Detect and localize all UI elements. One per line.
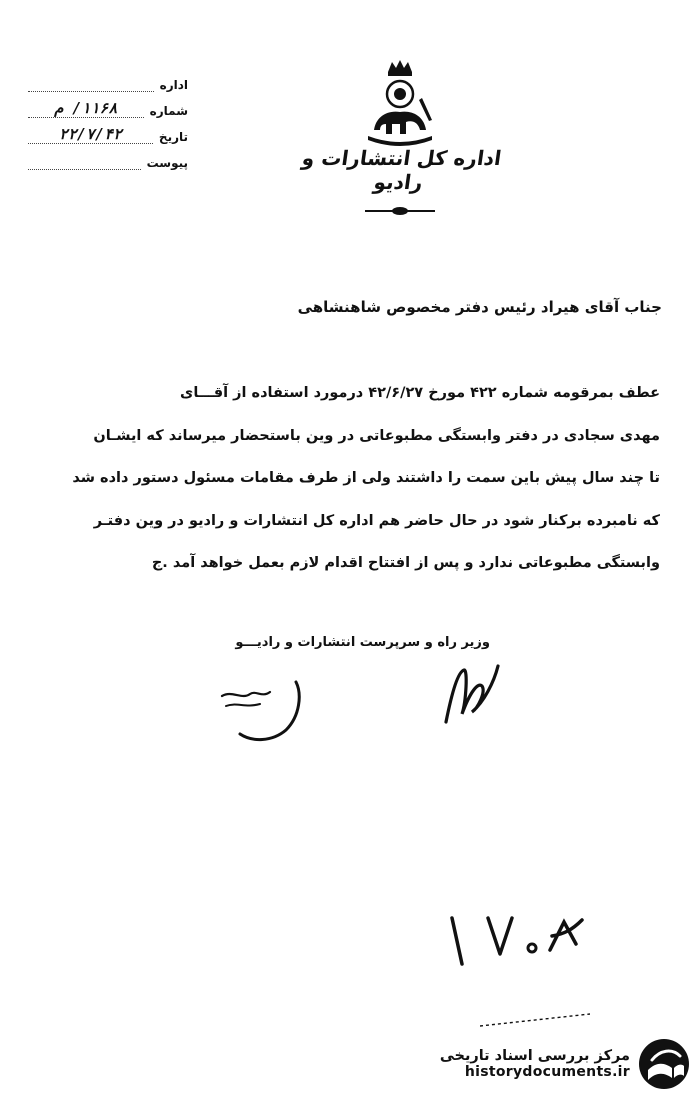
meta-value: ۱۱۶۸/ م	[28, 99, 144, 118]
watermark-url: historydocuments.ir	[464, 1064, 630, 1080]
body-line: وابستگی مطبوعاتی ندارد و پس از افتتاح اقدام لازم بعمل خواهد آمد .ج	[151, 555, 660, 571]
letter-meta	[28, 66, 188, 170]
body-line: مهدی سجادی در دفتر وابستگی مطبوعاتی در وین باستحضار میرساند که ایشـان	[93, 427, 660, 444]
meta-row-number	[28, 92, 188, 118]
body-line: عطف بمرقومه شماره ۴۲۲ مورخ ۴۲/۶/۲۷ درمورد استفاده از آقـــای	[180, 385, 660, 401]
decorative-dashes	[480, 1010, 590, 1030]
meta-label: شماره	[149, 104, 188, 118]
signatory-title: وزیر راه و سرپرست انتشارات و رادیـــو	[235, 635, 490, 650]
watermark-text	[440, 1048, 630, 1080]
meta-value	[28, 153, 141, 170]
office-title: اداره کل انتشارات و رادیو	[300, 146, 503, 194]
meta-row-attachment	[28, 144, 188, 170]
meta-label: اداره	[159, 78, 188, 92]
handwritten-signature	[438, 652, 508, 732]
handwritten-page-number	[440, 910, 590, 970]
lion-and-sun-emblem-icon	[362, 58, 438, 146]
watermark-name: مرکز بررسی اسناد تاریخی	[439, 1048, 630, 1064]
letter-body	[72, 372, 660, 585]
addressee-line: جناب آقای هیراد رئیس دفتر مخصوص شاهنشاهی	[297, 298, 662, 316]
meta-label: تاریخ	[158, 130, 188, 144]
meta-value: ۲۲/۷/۴۲	[28, 125, 153, 144]
meta-row-office	[28, 66, 188, 92]
handwritten-signature-moinian	[216, 676, 306, 746]
book-logo-icon	[638, 1038, 690, 1090]
meta-row-date	[28, 118, 188, 144]
title-ornament	[365, 205, 435, 217]
body-line: تا چند سال پیش باین سمت را داشتند ولی از طرف مقامات مسئول دستور داده شد	[72, 470, 660, 486]
meta-label: پیوست	[146, 156, 188, 170]
meta-value	[28, 75, 154, 92]
body-line: که نامبرده برکنار شود در حال حاضر هم اداره کل انتشارات و رادیو در وین دفتـر	[93, 512, 660, 529]
watermark	[410, 1035, 690, 1093]
